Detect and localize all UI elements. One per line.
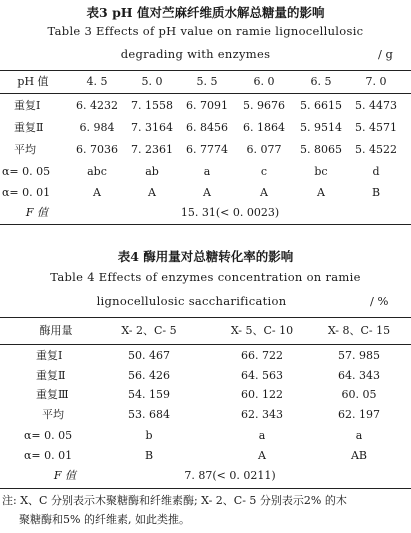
table-row xyxy=(0,366,411,385)
table4-f-row xyxy=(0,466,411,485)
table3-header-row xyxy=(0,72,411,91)
table-cell: 54. 159 xyxy=(128,388,170,401)
table4-top-rule xyxy=(0,317,411,318)
table3-caption-en-line1: Table 3 Effects of pH value on ramie lignocellulosic xyxy=(47,24,364,38)
table-cell: 66. 722 xyxy=(241,349,283,362)
table-cell: abc xyxy=(87,165,107,178)
table3-unit: / g xyxy=(378,47,393,61)
table3-caption-en-line2: degrading with enzymes xyxy=(120,47,271,61)
table-cell: 56. 426 xyxy=(128,369,170,382)
table-row xyxy=(0,183,411,202)
table-cell: 57. 985 xyxy=(338,349,380,362)
f-value: 7. 87(< 0. 0211) xyxy=(184,469,276,482)
table-cell: 50. 467 xyxy=(128,349,170,362)
table3-header-col: 4. 5 xyxy=(86,75,108,88)
table-cell: 5. 9676 xyxy=(243,99,285,112)
table4-bottom-rule xyxy=(0,488,411,489)
note-line-2: 聚糖酶和5% 的纤维素, 如此类推。 xyxy=(19,513,190,526)
table-cell: 7. 2361 xyxy=(131,143,173,156)
table-cell: a xyxy=(203,165,211,178)
row-label: α= 0. 05 xyxy=(2,165,51,178)
table-cell: A xyxy=(258,449,266,462)
table4-header-label: 酶用量 xyxy=(39,324,73,337)
table-cell: bc xyxy=(314,165,328,178)
f-value-label: F 值 xyxy=(25,206,49,219)
table-row xyxy=(0,346,411,365)
table-cell: d xyxy=(372,165,380,178)
table-cell: A xyxy=(93,186,101,199)
table4-header-row xyxy=(0,321,411,340)
table-row xyxy=(0,426,411,445)
table-cell: 6. 984 xyxy=(79,121,115,134)
row-label: 重复Ⅰ xyxy=(14,99,41,112)
table-cell: AB xyxy=(350,449,368,462)
row-label: 重复Ⅰ xyxy=(36,349,63,362)
table-cell: 6. 4232 xyxy=(76,99,118,112)
table-row xyxy=(0,385,411,404)
table-cell: a xyxy=(355,429,363,442)
table3-header-col: 5. 0 xyxy=(141,75,163,88)
table-cell: 53. 684 xyxy=(128,408,170,421)
table-cell: 5. 6615 xyxy=(300,99,342,112)
table-cell: A xyxy=(317,186,325,199)
table-row xyxy=(0,96,411,115)
table-cell: 62. 197 xyxy=(338,408,380,421)
table-cell: 5. 4522 xyxy=(355,143,397,156)
table3-top-rule xyxy=(0,70,411,71)
table-cell: A xyxy=(260,186,268,199)
row-label: 重复Ⅱ xyxy=(14,121,44,134)
table-cell: 64. 343 xyxy=(338,369,380,382)
table-row xyxy=(0,405,411,424)
table-cell: 5. 9514 xyxy=(300,121,342,134)
table-cell: 60. 05 xyxy=(341,388,377,401)
table-cell: 6. 8456 xyxy=(186,121,228,134)
table4-unit: / % xyxy=(370,294,389,308)
table4-caption-en-line1: Table 4 Effects of enzymes concentration on ramie xyxy=(50,270,361,284)
table-cell: 5. 4571 xyxy=(355,121,397,134)
table-cell: A xyxy=(148,186,156,199)
table-cell: 64. 563 xyxy=(241,369,283,382)
table-cell: A xyxy=(203,186,211,199)
table-cell: a xyxy=(258,429,266,442)
table-cell: 6. 7091 xyxy=(186,99,228,112)
table-cell: 7. 1558 xyxy=(131,99,173,112)
table-row xyxy=(0,140,411,159)
table3-bottom-rule xyxy=(0,224,411,225)
table3-header-col: 5. 5 xyxy=(196,75,218,88)
table-cell: 7. 3164 xyxy=(131,121,173,134)
row-label: α= 0. 05 xyxy=(24,429,73,442)
table-cell: B xyxy=(371,186,381,199)
row-label: 重复Ⅱ xyxy=(36,369,66,382)
table-note xyxy=(2,491,408,529)
table3-header-rule xyxy=(0,93,411,94)
table3-header-col: 7. 0 xyxy=(365,75,387,88)
table4-header-rule xyxy=(0,344,411,345)
table4-header-col: X- 8、C- 15 xyxy=(327,324,391,337)
table-row xyxy=(0,162,411,181)
row-label: 平均 xyxy=(14,143,36,156)
table-cell: ab xyxy=(145,165,159,178)
table4-header-col: X- 2、C- 5 xyxy=(121,324,177,337)
row-label: α= 0. 01 xyxy=(24,449,73,462)
table4-caption-en-line2: lignocellulosic saccharification xyxy=(96,294,287,308)
table-cell: 5. 4473 xyxy=(355,99,397,112)
table-cell: 62. 343 xyxy=(241,408,283,421)
table4-caption-cn: 表4 酶用量对总糖转化率的影响 xyxy=(117,249,294,264)
table-cell: 6. 1864 xyxy=(243,121,285,134)
table3-f-row xyxy=(0,203,411,222)
note-line-1: 注: X、C 分别表示木聚糖酶和纤维素酶; X- 2、C- 5 分别表示2% 的木 xyxy=(2,494,347,507)
f-value: 15. 31(< 0. 0023) xyxy=(180,206,280,219)
table4-header-col: X- 5、C- 10 xyxy=(230,324,294,337)
table-cell: 60. 122 xyxy=(241,388,283,401)
f-value-label: F 值 xyxy=(53,469,77,482)
row-label: α= 0. 01 xyxy=(2,186,51,199)
table-cell: b xyxy=(145,429,153,442)
table3-header-col: 6. 0 xyxy=(253,75,275,88)
table3-caption-cn: 表3 pH 值对苎麻纤维质水解总糖量的影响 xyxy=(86,5,325,20)
table3-header-label: pH 值 xyxy=(17,75,49,88)
table-row xyxy=(0,446,411,465)
table-cell: c xyxy=(260,165,268,178)
table-cell: 6. 077 xyxy=(246,143,282,156)
table-cell: 6. 7036 xyxy=(76,143,118,156)
table-row xyxy=(0,118,411,137)
table-cell: 6. 7774 xyxy=(186,143,228,156)
table3-header-col: 6. 5 xyxy=(310,75,332,88)
table-cell: B xyxy=(144,449,154,462)
row-label: 重复Ⅲ xyxy=(36,388,69,401)
row-label: 平均 xyxy=(42,408,64,421)
table-cell: 5. 8065 xyxy=(300,143,342,156)
